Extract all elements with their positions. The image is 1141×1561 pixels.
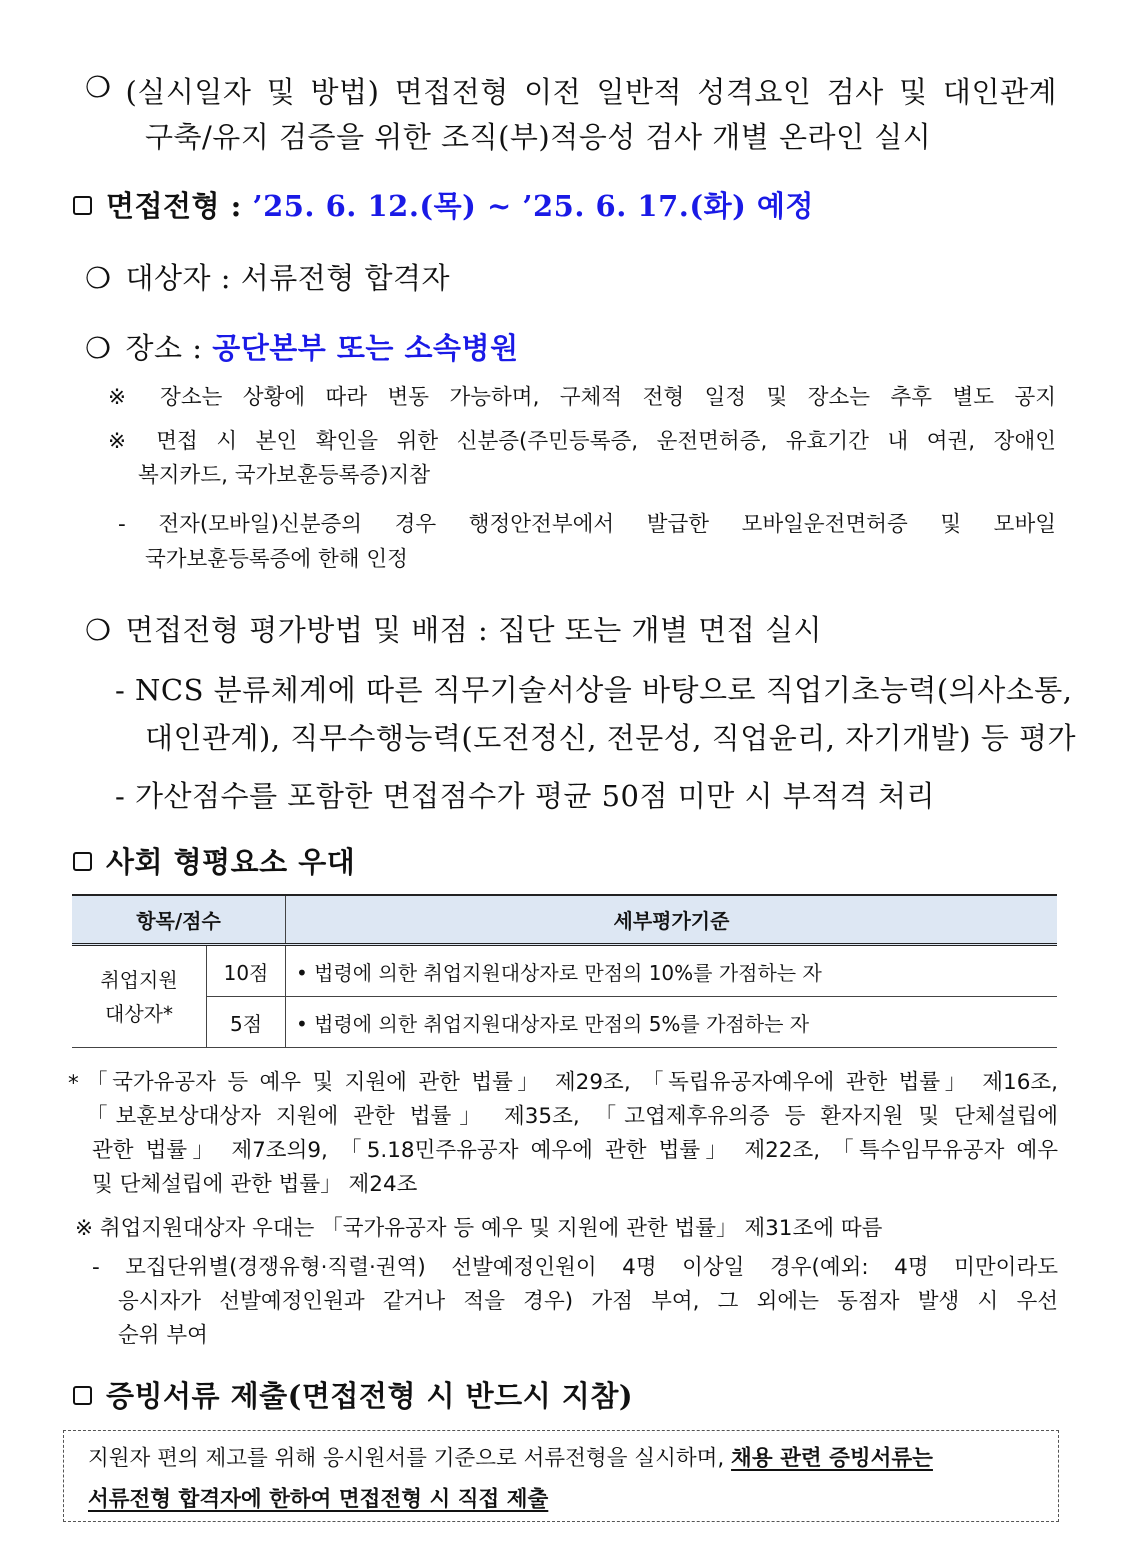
notice-line1: 지원자 편의 제고를 위해 응시원서를 기준으로 서류전형을 실시하며, 채용 관련 증빙서류는: [88, 1446, 933, 1471]
footnote-line3: 관한 법률」 제7조의9, 「5.18민주유공자 예우에 관한 법률」 제22조, 「특수임무유공자 예우: [92, 1138, 1058, 1163]
square-bullet-icon: [73, 852, 92, 871]
place-note: ※ 장소는 상황에 따라 변동 가능하며, 구체적 전형 일정 및 장소는 추후 별도 공지: [108, 385, 1056, 410]
square-bullet-icon: [73, 1386, 92, 1405]
section-documents-heading: 증빙서류 제출(면접전형 시 반드시 지참): [73, 1374, 633, 1415]
id-note-line1: ※ 면접 시 본인 확인을 위한 신분증(주민등록증, 운전면허증, 유효기간 내 여권, 장애인: [108, 429, 1056, 454]
score-cell: 10점: [207, 945, 286, 997]
interview-dates: ’25. 6. 12.(목) ~ ’25. 6. 17.(화) 예정: [252, 189, 814, 223]
col-header-item-score: 항목/점수: [72, 895, 286, 945]
mobile-id-line1: - 전자(모바일)신분증의 경우 행정안전부에서 발급한 모바일운전면허증 및 모바일: [118, 512, 1056, 537]
col-header-criteria: 세부평가기준: [286, 895, 1058, 945]
bonus-condition-line2: 응시자가 선발예정인원과 같거나 적을 경우) 가점 부여, 그 외에는 동점자 발생 시 우선: [118, 1289, 1058, 1314]
circle-bullet-icon: ❍: [85, 70, 112, 104]
circle-bullet-icon: ❍: [85, 613, 112, 647]
section-interview-heading: 면접전형 : ’25. 6. 12.(목) ~ ’25. 6. 17.(화) 예정: [73, 184, 814, 225]
criteria-cell: • 법령에 의한 취업지원대상자로 만점의 5%를 가점하는 자: [286, 997, 1058, 1048]
table-row: [72, 945, 1057, 997]
bonus-condition-line3: 순위 부여: [118, 1323, 208, 1348]
row-label: 취업지원 대상자*: [72, 945, 207, 1048]
exam-method-line2: 구축/유지 검증을 위한 조직(부)적응성 검사 개별 온라인 실시: [145, 120, 932, 154]
place-value: 공단본부 또는 소속병원: [212, 331, 519, 365]
bonus-basis-note: ※ 취업지원대상자 우대는 「국가유공자 등 예우 및 지원에 관한 법률」 제31조에 따름: [75, 1216, 883, 1241]
footnote-line4: 및 단체설립에 관한 법률」 제24조: [92, 1172, 418, 1197]
eval-disqualify: - 가산점수를 포함한 면접점수가 평균 50점 미만 시 부적격 처리: [115, 779, 936, 813]
bonus-condition-line1: - 모집단위별(경쟁유형·직렬·권역) 선발예정인원이 4명 이상일 경우(예외: 4명 미만이라도: [92, 1255, 1058, 1280]
interview-target: ❍ 대상자 : 서류전형 합격자: [85, 261, 451, 295]
square-bullet-icon: [73, 196, 92, 215]
circle-bullet-icon: ❍: [85, 331, 112, 365]
score-cell: 5점: [207, 997, 286, 1048]
interview-place: ❍ 장소 : 공단본부 또는 소속병원: [85, 331, 519, 365]
mobile-id-line2: 국가보훈등록증에 한해 인정: [145, 547, 408, 572]
id-note-line2: 복지카드, 국가보훈등록증)지참: [138, 463, 431, 488]
section-social-equity-heading: 사회 형평요소 우대: [73, 840, 355, 881]
footnote-mark: *: [68, 1071, 79, 1096]
documents-notice-box: [63, 1430, 1059, 1522]
eval-ncs-line1: - NCS 분류체계에 따른 직무기술서상을 바탕으로 직업기초능력(의사소통,: [115, 673, 1073, 707]
eval-method: ❍ 면접전형 평가방법 및 배점 : 집단 또는 개별 면접 실시: [85, 613, 823, 647]
eval-ncs-line2: 대인관계), 직무수행능력(도전정신, 전문성, 직업윤리, 자기개발) 등 평가: [145, 721, 1077, 755]
bonus-table: [72, 894, 1057, 1048]
footnote-line2: 「보훈보상대상자 지원에 관한 법률」 제35조, 「고엽제후유의증 등 환자지원 및 단체설립에: [86, 1104, 1058, 1129]
footnote-line1: 「국가유공자 등 예우 및 지원에 관한 법률」 제29조, 「독립유공자예우에 관한 법률」 제16조,: [86, 1070, 1058, 1095]
criteria-cell: • 법령에 의한 취업지원대상자로 만점의 10%를 가점하는 자: [286, 945, 1058, 997]
exam-method-line1: ❍ (실시일자 및 방법) 면접전형 이전 일반적 성격요인 검사 및 대인관계: [85, 70, 1057, 109]
table-row: [72, 997, 1057, 1048]
notice-line2: 서류전형 합격자에 한하여 면접전형 시 직접 제출: [88, 1487, 549, 1512]
circle-bullet-icon: ❍: [85, 261, 112, 295]
